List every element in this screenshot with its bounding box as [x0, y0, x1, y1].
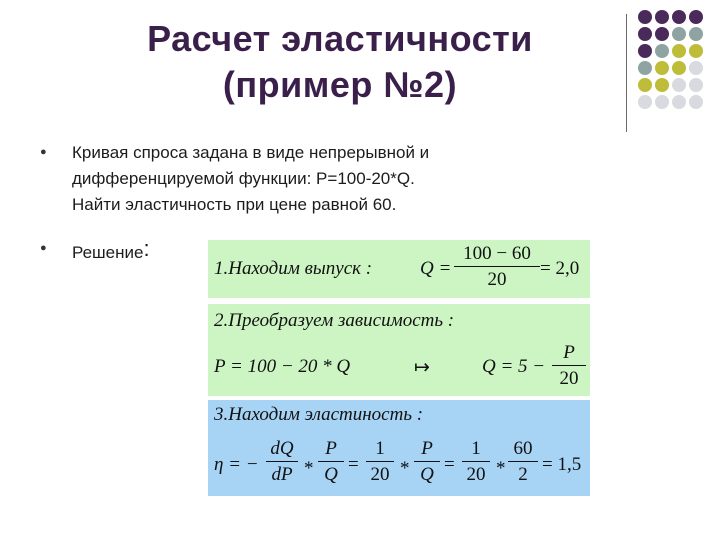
decor-dot [655, 44, 669, 58]
step3-frac4 [414, 438, 440, 486]
step3-frac3-num: 1 [375, 438, 385, 459]
step3-frac2-den: Q [324, 464, 338, 485]
slide-title [80, 16, 600, 108]
step2-lhs: P = 100 − 20 * Q [214, 356, 351, 377]
slide-title-line2: (пример №2) [222, 64, 458, 105]
step3-frac6 [508, 438, 538, 486]
decor-dot [638, 95, 652, 109]
step3-frac5-den: 20 [466, 464, 486, 485]
title-divider [626, 14, 627, 132]
formula-step1 [208, 240, 590, 298]
step3-frac5 [462, 438, 490, 486]
step1-result: = 2,0 [540, 258, 580, 279]
decor-dot [689, 44, 703, 58]
fraction-bar [508, 461, 538, 462]
decor-dot [689, 27, 703, 41]
fraction-bar [414, 461, 440, 462]
decor-dot [672, 78, 686, 92]
step3-op3: * [496, 458, 506, 479]
decor-dot [689, 10, 703, 24]
step1-numerator: 100 − 60 [463, 243, 531, 264]
step3-frac5-num: 1 [471, 438, 481, 459]
step3-op1: * [304, 458, 314, 479]
step3-label: 3.Находим эластиность : [214, 404, 424, 425]
fraction-bar [366, 461, 394, 462]
step2-rhs: Q = 5 − [482, 356, 546, 377]
decorative-dot-grid [638, 10, 720, 120]
decor-dot [672, 44, 686, 58]
decor-dot [689, 78, 703, 92]
step3-frac3 [366, 438, 394, 486]
decor-dot [638, 78, 652, 92]
step3-frac2 [318, 438, 344, 486]
step3-frac6-num: 60 [513, 438, 533, 459]
step3-frac6-den: 2 [518, 464, 528, 485]
formula-step3 [208, 400, 590, 496]
fraction-bar [552, 365, 586, 366]
decor-dot [672, 95, 686, 109]
step1-q-eq: Q = [420, 258, 452, 279]
fraction-bar [266, 461, 298, 462]
step3-eq1: = [348, 454, 359, 475]
step3-frac3-den: 20 [370, 464, 390, 485]
decor-dot [672, 27, 686, 41]
step2-denominator: 20 [559, 368, 579, 389]
step1-denominator: 20 [487, 269, 507, 290]
step2-fraction [552, 342, 586, 390]
bullet-task-line1: Кривая спроса задана в виде непрерывной и [72, 143, 430, 162]
decor-dot [638, 27, 652, 41]
decor-dot [689, 95, 703, 109]
decor-dot [655, 61, 669, 75]
bullet-marker: ● [40, 242, 47, 254]
fraction-bar [462, 461, 490, 462]
step3-eta: η = − [214, 454, 259, 475]
decor-dot [655, 10, 669, 24]
fraction-bar [454, 266, 540, 267]
maps-to-arrow: ↦ [414, 357, 430, 378]
step2-label: 2.Преобразуем зависимость : [214, 310, 455, 331]
bullet-marker: ● [40, 146, 47, 158]
bullet-solution-text: Решение [72, 243, 144, 262]
step3-frac1-num: dQ [270, 438, 294, 459]
decor-dot [672, 10, 686, 24]
decor-dot [638, 10, 652, 24]
bullet-task [72, 140, 429, 218]
step3-frac4-num: P [421, 438, 433, 459]
decor-dot [672, 61, 686, 75]
decor-dot [689, 61, 703, 75]
bullet-task-line2: дифференцируемой функции: P=100-20*Q. [72, 169, 415, 188]
step3-op2: * [400, 458, 410, 479]
decor-dot [655, 27, 669, 41]
decor-dot [655, 78, 669, 92]
bullet-task-line3: Найти эластичность при цене равной 60. [72, 195, 397, 214]
step1-fraction [454, 243, 540, 291]
step2-numerator: P [563, 342, 575, 363]
fraction-bar [318, 461, 344, 462]
step3-result: = 1,5 [542, 454, 582, 475]
bullet-solution-colon: : [143, 236, 150, 261]
step3-frac1 [266, 438, 298, 486]
formula-step2 [208, 304, 590, 396]
step3-frac1-den: dP [271, 464, 293, 485]
decor-dot [638, 44, 652, 58]
decor-dot [638, 61, 652, 75]
slide-title-line1: Расчет эластичности [147, 18, 533, 59]
step3-eq2: = [444, 454, 455, 475]
step1-label: 1.Находим выпуск : [214, 258, 373, 279]
decor-dot [655, 95, 669, 109]
step3-frac2-num: P [325, 438, 337, 459]
step3-frac4-den: Q [420, 464, 434, 485]
bullet-solution [72, 236, 150, 266]
